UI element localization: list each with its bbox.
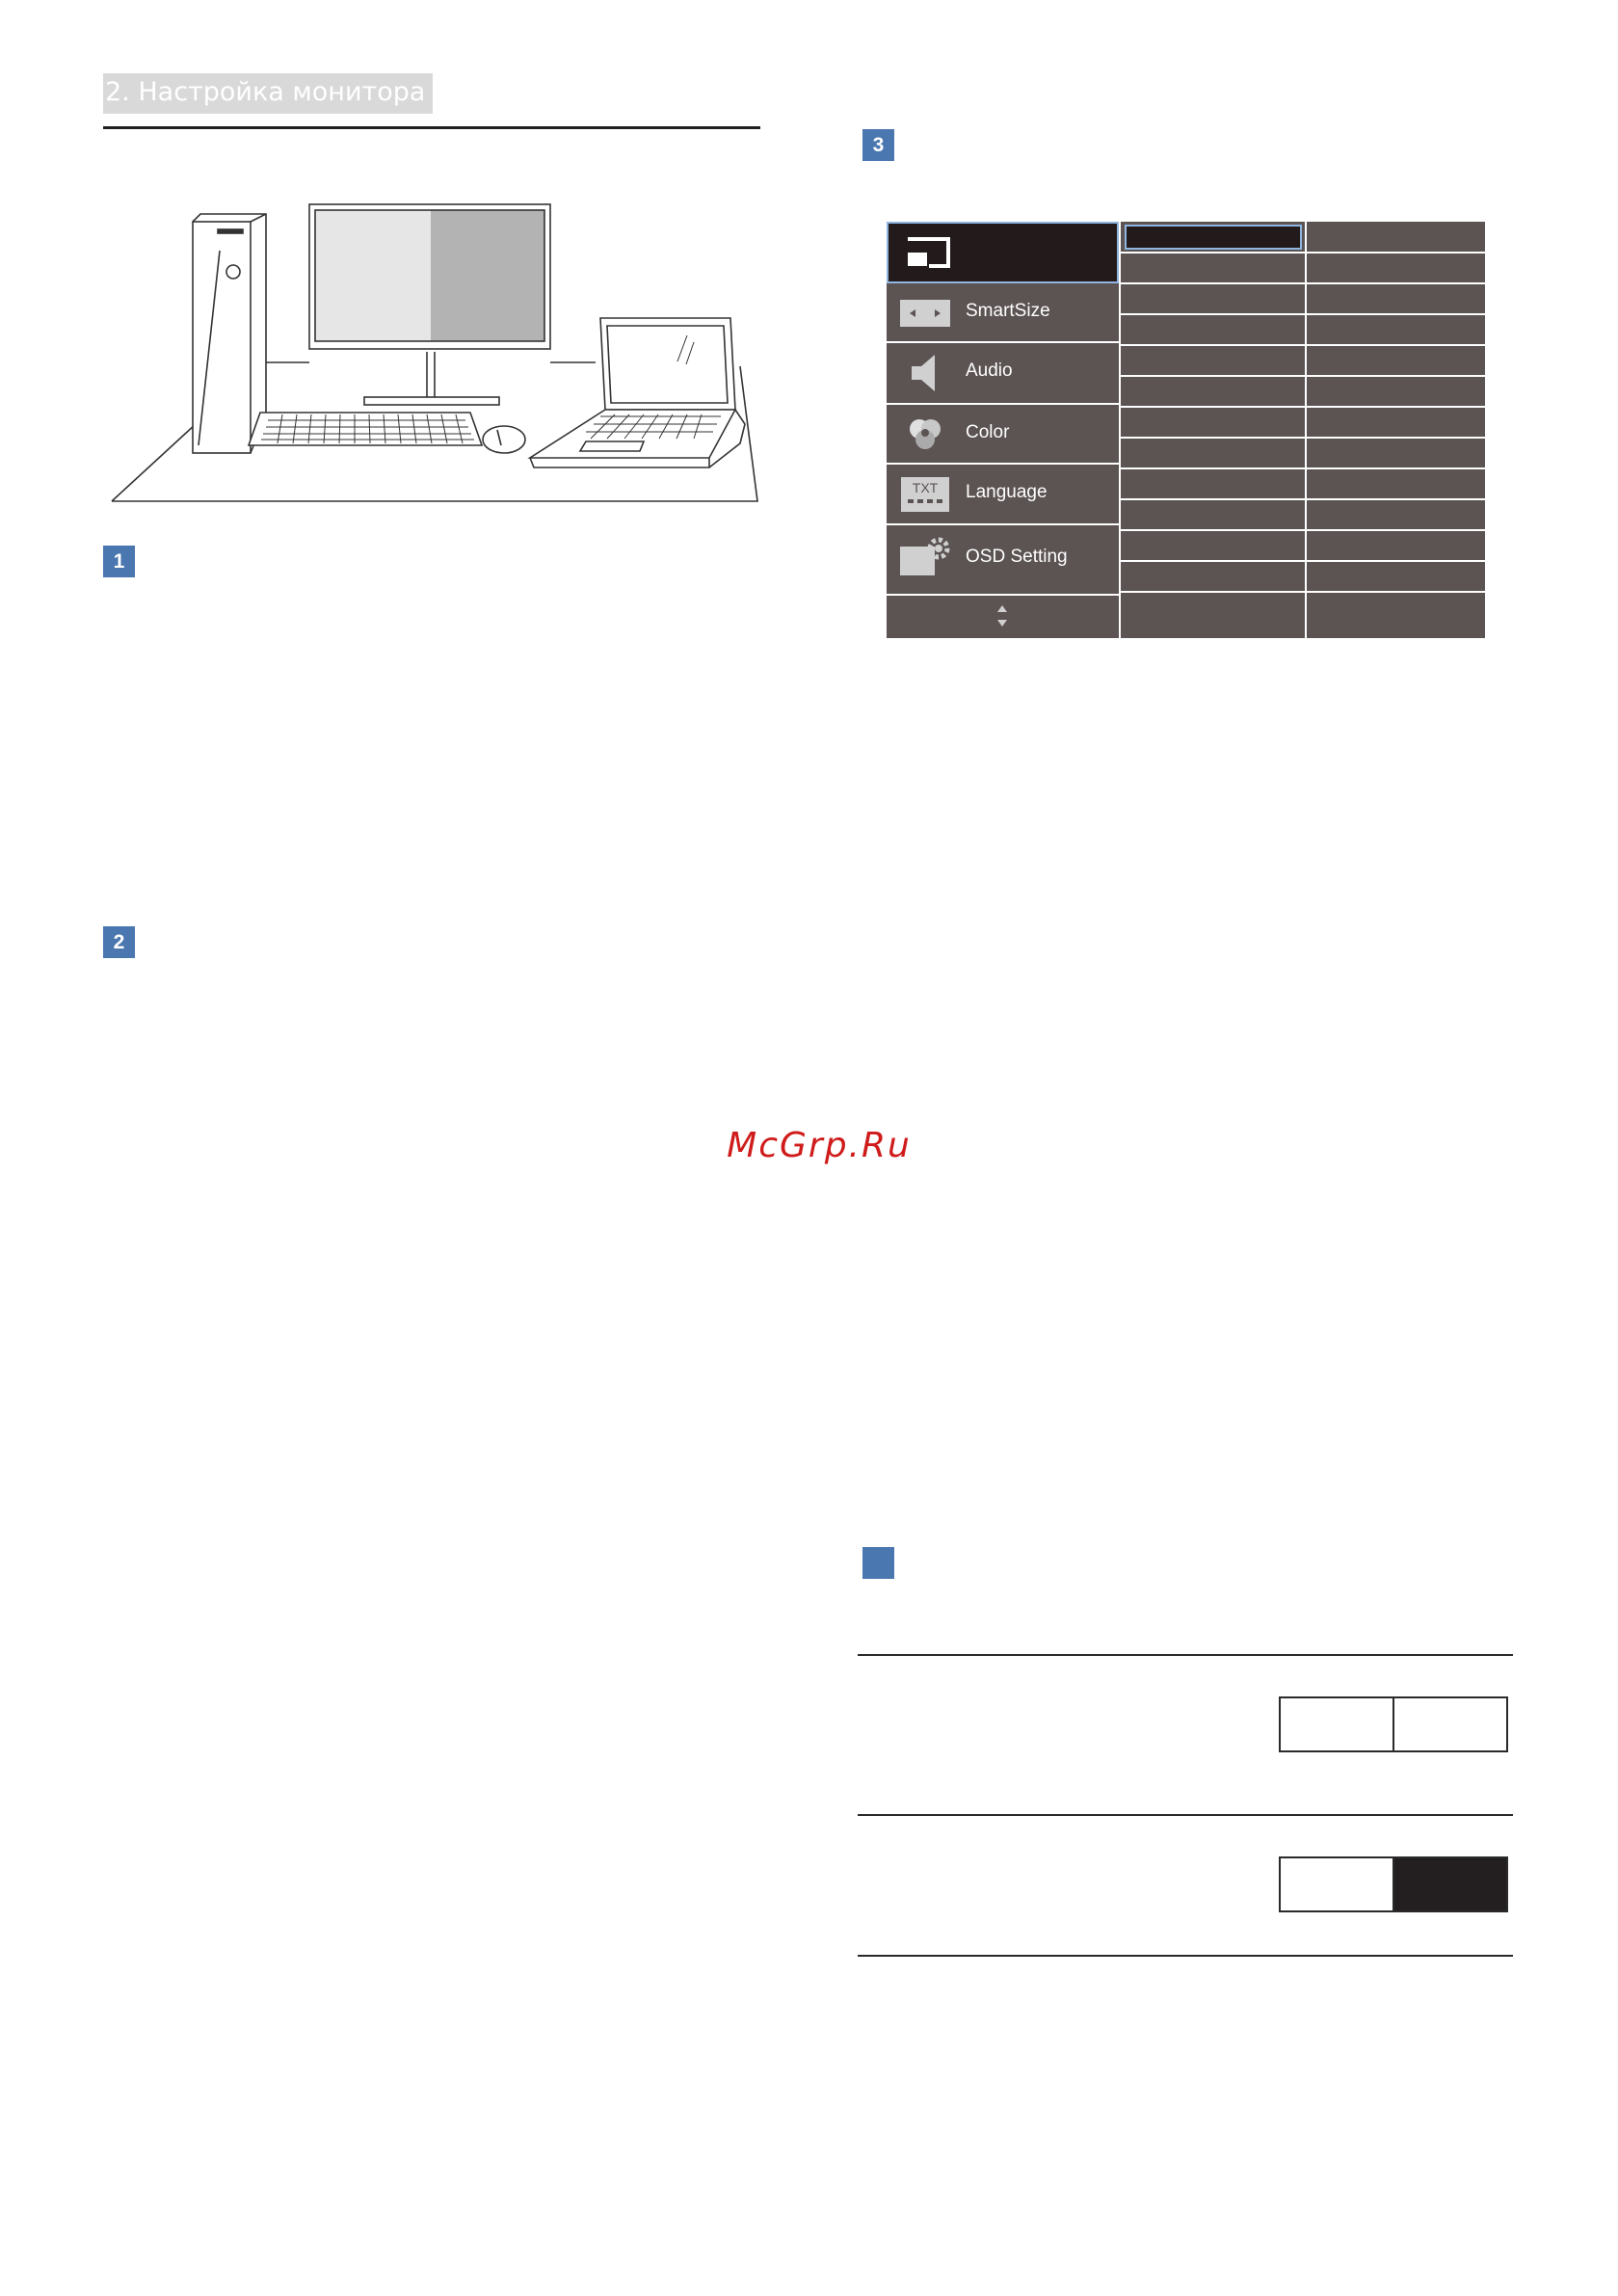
osd-item-color[interactable] xyxy=(887,405,1119,465)
osd-item-osd-setting[interactable] xyxy=(887,525,1119,596)
osd-item-language[interactable] xyxy=(887,465,1119,525)
color-swatch-white xyxy=(1279,1856,1394,1912)
osd-item-label: Language xyxy=(966,482,1048,502)
osd-setting-gear-icon xyxy=(898,537,952,579)
section-title: 2. Настройка монитора xyxy=(103,73,433,114)
osd-item-audio[interactable] xyxy=(887,343,1119,405)
osd-submenu-column xyxy=(1121,222,1305,638)
table-rule xyxy=(858,1654,1513,1656)
step-badge-3: 3 xyxy=(862,129,894,161)
language-txt-icon xyxy=(898,472,952,515)
step-badge-2: 2 xyxy=(103,926,135,958)
color-swatch-white xyxy=(1279,1696,1394,1752)
pc-setup-illustration xyxy=(104,193,759,511)
audio-speaker-icon xyxy=(898,351,952,393)
osd-submenu-highlight[interactable] xyxy=(1125,225,1302,250)
osd-item-label: OSD Setting xyxy=(966,547,1068,567)
color-circles-icon xyxy=(898,413,952,455)
step-badge-4 xyxy=(862,1547,894,1579)
osd-main-menu xyxy=(887,222,1119,638)
osd-menu xyxy=(887,222,1485,638)
osd-item-label: SmartSize xyxy=(966,301,1050,321)
table-rule xyxy=(858,1955,1513,1957)
osd-item-smartsize[interactable] xyxy=(887,283,1119,343)
section-divider xyxy=(103,126,760,129)
color-swatch-white xyxy=(1393,1696,1508,1752)
step-badge-1: 1 xyxy=(103,546,135,577)
language-icon-text: TXT xyxy=(912,480,939,495)
smartsize-icon xyxy=(898,291,952,334)
input-icon xyxy=(900,231,954,274)
osd-item-label: Color xyxy=(966,422,1010,442)
table-rule xyxy=(858,1814,1513,1816)
osd-options-column xyxy=(1307,222,1485,638)
osd-item-input[interactable] xyxy=(887,222,1119,283)
color-swatch-black xyxy=(1393,1856,1508,1912)
osd-item-label: Audio xyxy=(966,360,1013,381)
up-down-arrows-icon[interactable] xyxy=(887,596,1119,638)
watermark: McGrp.Ru xyxy=(727,1126,912,1165)
